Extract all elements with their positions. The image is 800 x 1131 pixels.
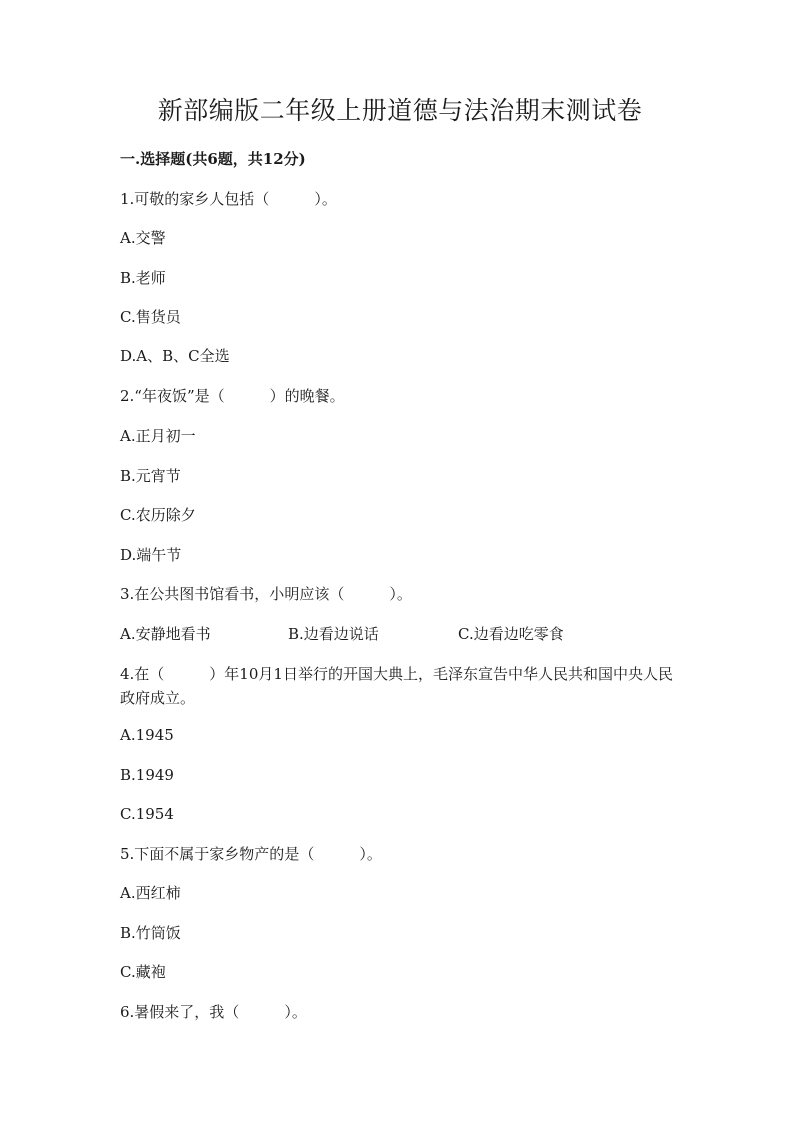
page-title: 新部编版二年级上册道德与法治期末测试卷	[157, 96, 643, 125]
question-2-option-a[interactable]: A.正月初一	[120, 427, 196, 445]
question-5-option-a[interactable]: A.西红柿	[120, 884, 181, 902]
question-5-option-b[interactable]: B.竹筒饭	[120, 924, 181, 942]
question-2-stem: 2.“年夜饭”是（ ）的晚餐。	[120, 387, 345, 405]
question-1-stem: 1.可敬的家乡人包括（ ）。	[120, 190, 337, 208]
question-1-option-a[interactable]: A.交警	[120, 229, 166, 247]
question-5-stem: 5.下面不属于家乡物产的是（ ）。	[120, 845, 382, 863]
question-3-option-b[interactable]: B.边看边说话	[288, 625, 379, 643]
question-4-option-a[interactable]: A.1945	[120, 726, 174, 744]
question-4-stem: 4.在（ ）年10月1日举行的开国大典上，毛泽东宣告中华人民共和国中央人民政府成立。	[120, 665, 673, 707]
question-4-option-c[interactable]: C.1954	[120, 805, 174, 823]
question-2-option-d[interactable]: D.端午节	[120, 546, 182, 564]
question-1-option-c[interactable]: C.售货员	[120, 308, 181, 326]
question-3-stem: 3.在公共图书馆看书，小明应该（ ）。	[120, 585, 412, 603]
question-2-option-b[interactable]: B.元宵节	[120, 467, 181, 485]
question-4-option-b[interactable]: B.1949	[120, 766, 174, 784]
question-3-option-a[interactable]: A.安静地看书	[120, 625, 211, 643]
question-5-option-c[interactable]: C.藏袍	[120, 963, 166, 981]
question-1-option-d[interactable]: D.A、B、C全选	[120, 347, 230, 365]
question-2-option-c[interactable]: C.农历除夕	[120, 506, 196, 524]
question-3-option-c[interactable]: C.边看边吃零食	[458, 625, 564, 643]
question-1-option-b[interactable]: B.老师	[120, 269, 166, 287]
question-6-stem: 6.暑假来了，我（ ）。	[120, 1003, 307, 1021]
section-heading: 一.选择题(共6题，共12分)	[120, 150, 306, 168]
